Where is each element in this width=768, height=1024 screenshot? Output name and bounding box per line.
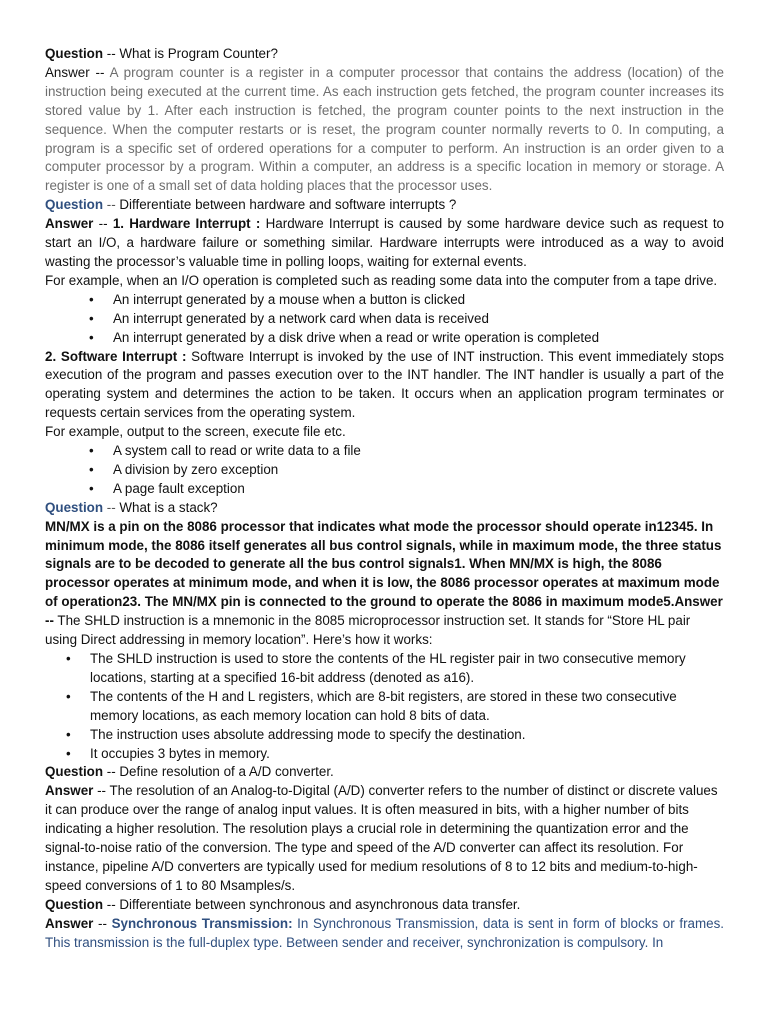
q3-question [45, 499, 724, 518]
list-item: • A division by zero exception [45, 461, 724, 480]
q4-answer [45, 782, 724, 895]
software-interrupt-heading: 2. Software Interrupt : [45, 348, 187, 364]
question-text: Define resolution of a A/D converter. [119, 764, 334, 780]
answer-separator: -- [45, 613, 54, 629]
answer-separator: -- [93, 216, 113, 232]
software-interrupt-text: Software Interrupt is invoked by the use of INT instruction. This event immediately stops execution of the program and passes execution over to the INT handler. The INT handler is usually a part of the operating system and determines the action to be taken. It occurs when an application program terminates or requests certain services from the operating system. [45, 348, 724, 421]
question-separator: -- [103, 197, 120, 213]
answer-label: Answer [45, 783, 94, 799]
answer-label: Answer [45, 216, 94, 232]
software-example: For example, output to the screen, execute file etc. [45, 424, 346, 440]
question-label: Question [45, 499, 104, 515]
mn-mx-paragraph: MN/MX is a pin on the 8086 processor that indicates what mode the processor should operate in12345. In minimum mode, the 8086 itself generates all bus control signals, while in maximum mode, the three status signals are to be decoded to generate all the bus control signals1. When MN/MX is high, the 8086 processor operates at minimum mode, and when it is low, the 8086 processor operates at maximum mode of operation23. The MN/MX pin is connected to the ground to operate the 8086 in maximum mode5.Answer [45, 518, 723, 610]
q1-answer [45, 64, 724, 196]
question-separator: -- [103, 46, 120, 61]
q2-answer-software [45, 348, 724, 424]
question-separator: -- [103, 499, 120, 515]
q2-question [45, 196, 724, 215]
list-item: • An interrupt generated by a mouse when a button is clicked [45, 291, 724, 310]
answer-separator: -- [93, 915, 112, 931]
shld-bullet-list [45, 650, 724, 763]
q2-answer-hardware [45, 215, 724, 272]
answer-label: Answer [45, 915, 94, 931]
answer-text: A program counter is a register in a computer processor that contains the address (location) of the instruction being executed at the current time. As each instruction gets fetched, the program counter increases its stored value by 1. After each instruction is fetched, the program counter points to the next instruction in the sequence. When the computer restarts or is reset, the program counter normally reverts to 0. In computing, a program is a specific set of ordered operations for a computer to perform. An instruction is an order given to a computer processor by a program. Within a computer, an address is a specific location in memory or storage. A register is one of a small set of data holding places that the processor uses. [45, 64, 725, 194]
question-text: Differentiate between synchronous and asynchronous data transfer. [119, 896, 521, 912]
answer-label: Answer [45, 64, 90, 80]
hardware-example: For example, when an I/O operation is completed such as reading some data into the computer from a tape drive. [45, 272, 718, 288]
question-separator: -- [103, 896, 120, 912]
list-item: • An interrupt generated by a disk drive when a read or write operation is completed [45, 329, 724, 348]
list-item: • An interrupt generated by a network card when data is received [45, 310, 724, 329]
hardware-interrupt-heading: 1. Hardware Interrupt : [112, 216, 261, 232]
synchronous-heading: Synchronous Transmission: [111, 915, 293, 931]
list-item: • It occupies 3 bytes in memory. [45, 745, 724, 764]
question-text: Differentiate between hardware and software interrupts ? [119, 197, 457, 213]
question-label: Question [45, 197, 104, 213]
answer-text: In Synchronous Transmission, data is sent in form of blocks or frames. This transmission is the full-duplex type. Between sender and receiver, synchronization is compulsory. In [45, 915, 724, 950]
q5-question [45, 896, 724, 915]
answer-separator: -- [93, 783, 110, 799]
question-label: Question [45, 764, 104, 780]
hardware-bullet-list [45, 291, 724, 348]
answer-text: The resolution of an Analog-to-Digital (A/D) converter refers to the number of distinct or discrete values it can produce over the range of analog input values. It is often measured in bits, with a higher number of bits indicating a higher resolution. The resolution plays a crucial role in determining the quantization error and the signal-to-noise ratio of the conversion. The type and speed of the A/D converter can affect its resolution. For instance, pipeline A/D converters are typically used for medium resolutions of 8 to 12 bits and medium-to-high-speed conversions of 1 to 80 Msamples/s. [45, 783, 718, 893]
answer-separator: -- [89, 64, 110, 80]
q1-question [45, 45, 724, 64]
list-item: • A page fault exception [45, 480, 724, 499]
question-text: What is Program Counter? [119, 46, 278, 61]
list-item: • The SHLD instruction is used to store the contents of the HL register pair in two consecutive memory locations, starting at a specified 16-bit address (denoted as a16). [45, 650, 724, 688]
list-item: • The instruction uses absolute addressing mode to specify the destination. [45, 726, 724, 745]
q4-question [45, 763, 724, 782]
q3-answer-block [45, 518, 724, 650]
list-item: • A system call to read or write data to a file [45, 442, 724, 461]
question-label: Question [45, 896, 104, 912]
q5-answer [45, 915, 724, 953]
question-text: What is a stack? [119, 499, 218, 515]
question-label: Question [45, 46, 104, 61]
list-item: • The contents of the H and L registers, which are 8-bit registers, are stored in these two consecutive memory locations, as each memory location can hold 8 bits of data. [45, 688, 724, 726]
question-separator: -- [103, 764, 120, 780]
software-bullet-list [45, 442, 724, 499]
hardware-interrupt-text: Hardware Interrupt is caused by some hardware device such as request to start an I/O, a hardware failure or something similar. Hardware interrupts were introduced as a way to avoid wasting the processor’s valuable time in polling loops, waiting for external events. [45, 216, 724, 269]
shld-answer-text: The SHLD instruction is a mnemonic in the 8085 microprocessor instruction set. It stands for “Store HL pair using Direct addressing in memory location”. Here’s how it works: [45, 613, 691, 648]
